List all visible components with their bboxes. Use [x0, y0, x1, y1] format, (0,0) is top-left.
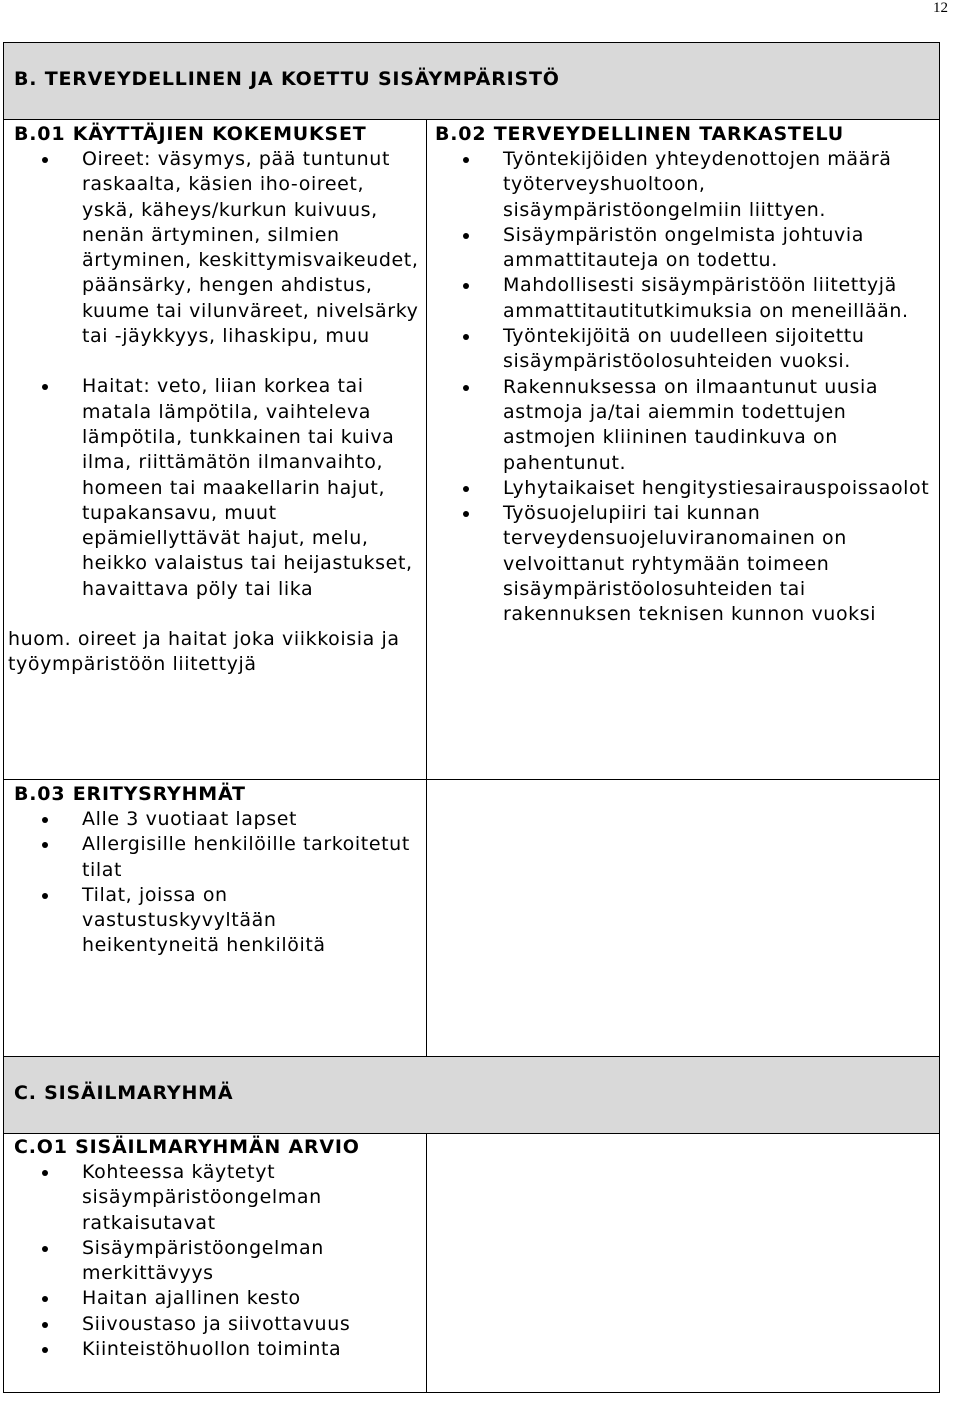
c01-item: Kiinteistöhuollon toiminta — [14, 1337, 420, 1362]
b03-item: Allergisille henkilöille tarkoitetut tilat — [14, 832, 420, 883]
section-b-title: B. TERVEYDELLINEN JA KOETTU SISÄYMPÄRISTÖ — [14, 68, 560, 90]
b02-item: Työsuojelupiiri tai kunnan terveydensuojeluviranomainen on velvoittanut ryhtymään toimeen sisäympäristöolosuhteiden tai rakennuksen teknisen kunnon vuoksi — [435, 501, 933, 627]
c01-item: Siivoustaso ja siivottavuus — [14, 1312, 420, 1337]
b02-list — [435, 147, 933, 628]
b02-item: Mahdollisesti sisäympäristöön liitettyjä ammattitautitutkimuksia on meneillään. — [435, 273, 933, 324]
b02-item: Rakennuksessa on ilmaantunut uusia astmoja ja/tai aiemmin todettujen astmojen kliininen taudinkuva on pahentunut. — [435, 375, 933, 476]
c01-heading: C.O1 SISÄILMARYHMÄN ARVIO — [14, 1136, 360, 1158]
section-c-header — [4, 1056, 939, 1134]
empty-cell — [427, 779, 939, 1057]
b02-heading: B.02 TERVEYDELLINEN TARKASTELU — [435, 123, 844, 145]
b02-item: Työntekijöitä on uudelleen sijoitettu sisäympäristöolosuhteiden vuoksi. — [435, 324, 933, 375]
section-c-title: C. SISÄILMARYHMÄ — [14, 1082, 234, 1104]
b01-cell — [4, 120, 427, 779]
b02-item: Sisäympäristön ongelmista johtuvia ammattitauteja on todettu. — [435, 223, 933, 274]
c01-empty-cell — [427, 1133, 939, 1392]
c01-item: Kohteessa käytetyt sisäympäristöongelman ratkaisutavat — [14, 1160, 420, 1236]
b01-item-nuisances: Haitat: veto, liian korkea tai matala lämpötila, vaihteleva lämpötila, tunkkainen tai kuiva ilma, riittämätön ilmanvaihto, homeen tai maakellarin hajut, tupakansavu, muut epämiellyttävät hajut, melu, heikko valaistus tai heijastukset, havaittava pöly tai lika — [14, 374, 420, 602]
c01-item: Haitan ajallinen kesto — [14, 1286, 420, 1311]
b03-item: Tilat, joissa on vastustuskyvyltään heikentyneitä henkilöitä — [14, 883, 420, 959]
section-b-header — [4, 43, 939, 120]
b03-cell — [4, 779, 427, 1057]
c01-item: Sisäympäristöongelman merkittävyys — [14, 1236, 420, 1287]
b01-note: huom. oireet ja haitat joka viikkoisia ja työympäristöön liitettyjä — [8, 628, 400, 676]
b01-item-symptoms: Oireet: väsymys, pää tuntunut raskaalta, käsien iho-oireet, yskä, käheys/kurkun kuivuus, nenän ärtyminen, silmien ärtyminen, keskittymisvaikeudet, päänsärky, hengen ahdistus, kuume tai vilunväreet, nivelsärky tai -jäykkyys, lihaskipu, muu — [14, 147, 420, 349]
b03-item: Alle 3 vuotiaat lapset — [14, 807, 420, 832]
b02-item: Työntekijöiden yhteydenottojen määrä työterveyshuoltoon, sisäympäristöongelmiin liittyen. — [435, 147, 933, 223]
b03-heading: B.03 ERITYSRYHMÄT — [14, 783, 246, 805]
b01-heading: B.01 KÄYTTÄJIEN KOKEMUKSET — [14, 123, 367, 145]
b03-list — [14, 807, 420, 959]
b02-item: Lyhytaikaiset hengitystiesairauspoissaolot — [435, 476, 933, 501]
c01-cell — [4, 1133, 427, 1392]
assessment-table — [3, 42, 940, 1393]
b01-list — [14, 147, 420, 602]
page-number: 12 — [933, 0, 948, 16]
b02-cell — [427, 120, 939, 779]
c01-list — [14, 1160, 420, 1362]
